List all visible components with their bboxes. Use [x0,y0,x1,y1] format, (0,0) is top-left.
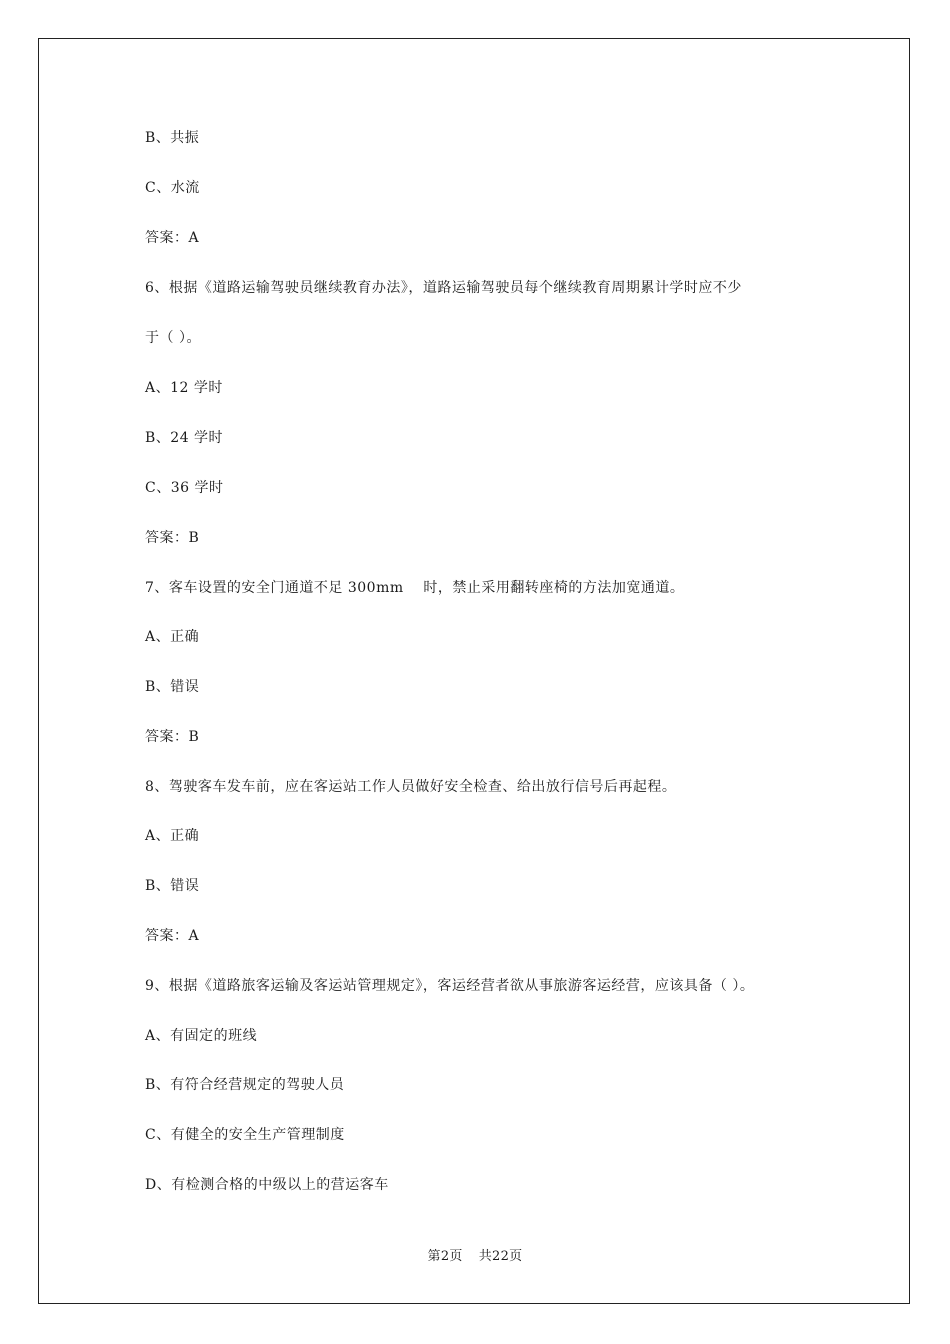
page-total: 共22页 [478,1249,523,1264]
option-line: B、错误 [145,679,200,695]
option-line: A、正确 [145,629,200,645]
option-line: C、有健全的安全生产管理制度 [145,1127,345,1143]
page-footer [0,1248,950,1266]
question-line: 6、根据《道路运输驾驶员继续教育办法》，道路运输驾驶员每个继续教育周期累计学时应不少 [145,280,742,296]
option-line: B、24 学时 [145,430,224,446]
answer-line: 答案：B [145,729,200,745]
option-line: B、共振 [145,130,200,146]
page-number: 第2页 [427,1249,463,1264]
option-line: C、水流 [145,180,200,196]
question-line: 7、客车设置的安全门通道不足 300mm 时，禁止采用翻转座椅的方法加宽通道。 [145,580,685,596]
option-line: A、有固定的班线 [145,1028,258,1044]
question-line: 于（ ）。 [145,330,201,346]
answer-line: 答案：A [145,928,200,944]
option-line: B、错误 [145,878,200,894]
question-line: 8、驾驶客车发车前，应在客运站工作人员做好安全检查、给出放行信号后再起程。 [145,779,677,795]
option-line: A、正确 [145,828,200,844]
answer-line: 答案：B [145,530,200,546]
option-line: B、有符合经营规定的驾驶人员 [145,1077,345,1093]
answer-line: 答案：A [145,230,200,246]
option-line: C、36 学时 [145,480,224,496]
question-line: 9、根据《道路旅客运输及客运站管理规定》，客运经营者欲从事旅游客运经营，应该具备（ ）。 [145,978,755,994]
option-line: A、12 学时 [145,380,223,396]
option-line: D、有检测合格的中级以上的营运客车 [145,1177,389,1193]
